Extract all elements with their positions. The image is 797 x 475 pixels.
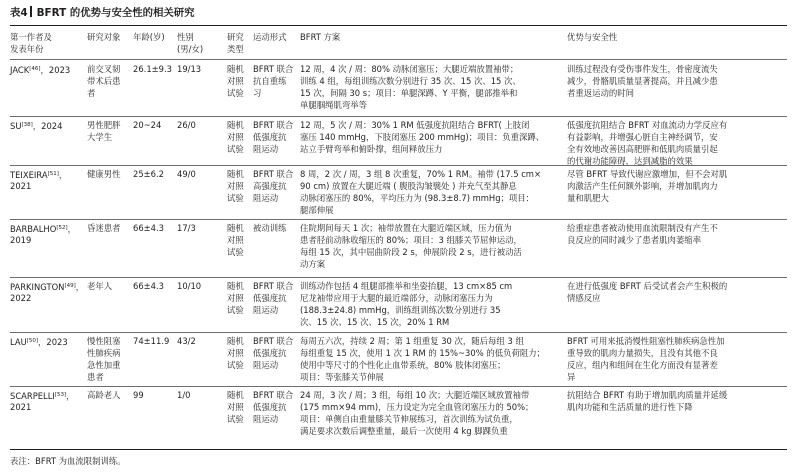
protocol-line: 腿部伸展: [300, 205, 334, 215]
subjects-line: 性肺疾病: [87, 348, 121, 358]
exercise-line: 阻运动: [253, 305, 279, 315]
sex-cell: 17/3: [177, 223, 196, 233]
author-name: SCARPELLI: [10, 391, 55, 401]
author-year: ，2023: [40, 65, 71, 75]
author-ref: [38]: [21, 122, 33, 128]
author-name: TEIXEIRA: [10, 170, 48, 180]
exercise-line: BFRT 联合: [253, 390, 294, 400]
protocol-line: 站立手臂弯举和俯卧撑，组间释放压力: [300, 144, 443, 154]
benefits-line: 肌肉功能和生活质量的进行性下降: [567, 402, 693, 412]
design-line: 试验: [227, 247, 244, 257]
author-year: ，: [66, 391, 75, 401]
author-ref: [53]: [54, 392, 67, 398]
benefits-line: 全有效地改善因高肥胖和低肌肉质量引起: [567, 144, 718, 154]
row-separator: [10, 165, 787, 166]
table-caption: [10, 5, 195, 21]
age-cell: 20~24: [133, 120, 162, 130]
sex-cell: 10/10: [177, 281, 202, 291]
protocol-line: 住院期间每天 1 次；袖带放置在大腿近端区域，压力值为: [300, 223, 512, 233]
protocol-line: 动脉闭塞压的 80%，平均压力为 (98.3±8.7) mmHg；项目：: [300, 193, 535, 203]
exercise-line: BFRT 联合: [253, 64, 294, 74]
caption-title: BFRT 的优势与安全性的相关研究: [36, 7, 195, 19]
subjects-line: 慢性阻塞: [87, 336, 121, 346]
exercise-line: BFRT 联合: [253, 120, 294, 130]
caption-divider: [30, 6, 32, 17]
subjects-line: 健康男性: [87, 169, 121, 179]
author-year-line2: 2019: [10, 235, 32, 245]
protocol-line: 尼龙袖带应用于大腿的最近端部分，动脉闭塞压力为: [300, 293, 493, 303]
benefits-line: 者重返运动的时间: [567, 88, 634, 98]
protocol-line: 90 cm) 放置在大腿近端 ( 腹股沟皱襞处 ) 并充气至其静息: [300, 181, 517, 191]
header-sex-line2: (男/女): [177, 44, 204, 54]
table-footnote: 表注：BFRT 为血流限制训练。: [10, 456, 126, 466]
protocol-line: 15 次，间隔 30 s；项目：单腿深蹲、Y 平衡，腿部推举和: [300, 88, 518, 98]
age-cell: 99: [133, 390, 144, 400]
age-cell: 66±4.3: [133, 223, 164, 233]
protocol-line: (188.3±24.8) mmHg，训练组训练次数分别进行 35: [300, 305, 501, 315]
header-sex-line1: 性别: [177, 32, 194, 42]
header-rule: [10, 59, 787, 60]
author-name: JACK: [10, 65, 30, 75]
design-line: 随机: [227, 281, 244, 291]
benefits-line: 反应，组内和组间在生化方面没有显著差: [567, 360, 718, 370]
subjects-line: 男性肥胖: [87, 120, 121, 130]
protocol-line: 每组重复 15 次，使用 1 次 1 RM 的 15%~30% 的低负荷阻力；: [300, 348, 545, 358]
benefits-line: 有益影响，并增强心脏自主神经调节，安: [567, 132, 718, 142]
author-year: ，2023: [38, 337, 68, 347]
header-author-line1: 第一作者及: [10, 32, 52, 42]
author-year-line2: 2022: [10, 293, 32, 303]
protocol-line: 使用中等尺寸的个性化止血带系统，80% 肢体闭塞压；: [300, 360, 506, 370]
design-line: 试验: [227, 193, 244, 203]
author-year: ，2024: [32, 121, 63, 131]
protocol-line: 患者胫前动脉收缩压的 80%；项目：3 组膝关节屈伸运动，: [300, 235, 522, 245]
exercise-line: 习: [253, 88, 262, 98]
age-cell: 25±6.2: [133, 169, 164, 179]
row-separator: [10, 332, 787, 333]
author-ref: [52]: [56, 225, 68, 231]
row-separator: [10, 277, 787, 278]
age-cell: 26.1±9.3: [133, 64, 172, 74]
sex-cell: 1/0: [177, 390, 191, 400]
design-line: 对照: [227, 348, 244, 358]
bottom-rule: [10, 449, 787, 450]
design-line: 随机: [227, 169, 244, 179]
benefits-line: 给重症患者被动使用血流限制没有产生不: [567, 223, 718, 233]
sex-cell: 49/0: [177, 169, 196, 179]
design-line: 对照: [227, 76, 244, 86]
protocol-line: 训练 4 组，每组训练次数分别进行 35 次、15 次、15 次、: [300, 76, 521, 86]
row-separator: [10, 219, 787, 220]
exercise-line: 高强度抗: [253, 181, 287, 191]
header-author-line2: 发表年份: [10, 44, 44, 54]
row-separator: [10, 386, 787, 387]
design-line: 随机: [227, 120, 244, 130]
protocol-line: 满足要求次数后调整重量，最后一次使用 4 kg 脚踝负重: [300, 426, 508, 436]
row-separator: [10, 116, 787, 117]
exercise-line: 低强度抗: [253, 293, 287, 303]
sex-cell: 43/2: [177, 336, 196, 346]
benefits-line: 重导致的肌肉力量损失，且没有其他不良: [567, 348, 718, 358]
protocol-line: 项目：单侧自由重量膝关节伸展练习，首次训练为试负重，: [300, 414, 518, 424]
header-age: 年龄(岁): [133, 32, 165, 42]
protocol-line: 动方案: [300, 259, 326, 269]
design-line: 随机: [227, 64, 244, 74]
exercise-line: 阻运动: [253, 414, 279, 424]
author-ref: [51]: [47, 171, 59, 177]
sex-cell: 19/13: [177, 64, 202, 74]
exercise-line: 阻运动: [253, 144, 279, 154]
subjects-line: 老年人: [87, 281, 113, 291]
benefits-line: 尽管 BFRT 导致代谢应激增加，但不会对肌: [567, 169, 728, 179]
benefits-line: 异: [567, 372, 576, 382]
design-line: 对照: [227, 132, 244, 142]
benefits-line: 的代谢功能障碍，达到减脂的效果: [567, 156, 693, 166]
design-line: 试验: [227, 360, 244, 370]
benefits-line: 抗阻结合 BFRT 有助于增加肌肉质量并延缓: [567, 390, 728, 400]
exercise-line: 低强度抗: [253, 402, 287, 412]
exercise-line: 抗自重练: [253, 76, 287, 86]
author-name: SU: [10, 121, 22, 131]
header-design-line1: 研究: [227, 32, 244, 42]
subjects-line: 大学生: [87, 132, 113, 142]
header-design-line2: 类型: [227, 44, 244, 54]
subjects-line: 患者: [87, 372, 104, 382]
protocol-line: 12 周，4 次 / 周：80% 动脉闭塞压；大腿近端放置袖带；: [300, 64, 519, 74]
design-line: 随机: [227, 390, 244, 400]
author-year-line2: 2021: [10, 181, 32, 191]
design-line: 随机: [227, 336, 244, 346]
author-ref: [46]: [29, 66, 41, 72]
benefits-line: 训练过程没有受伤事件发生，骨密度流失: [567, 64, 718, 74]
design-line: 随机: [227, 223, 244, 233]
benefits-line: BFRT 可用来抵消慢性阻塞性肺疾病急性加: [567, 336, 725, 346]
protocol-line: 每组 15 次，其中屈曲阶段 2 s，伸展阶段 2 s，进行被动活: [300, 247, 522, 257]
sex-cell: 26/0: [177, 120, 196, 130]
author-cell: [10, 119, 62, 132]
design-line: 试验: [227, 88, 244, 98]
header-protocol: BFRT 方案: [300, 32, 341, 42]
subjects-line: 急性加重: [87, 360, 121, 370]
protocol-line: 项目：等张膝关节伸展: [300, 372, 384, 382]
design-line: 试验: [227, 414, 244, 424]
author-ref: [50]: [26, 338, 39, 344]
author-ref: [49]: [64, 283, 76, 289]
protocol-line: 单腿腘绳肌弯举等: [300, 100, 367, 110]
age-cell: 66±4.3: [133, 281, 164, 291]
caption-label: 表4: [10, 7, 28, 19]
design-line: 对照: [227, 235, 244, 245]
author-year: ，: [58, 170, 68, 180]
exercise-line: BFRT 联合: [253, 336, 294, 346]
author-year: ，: [67, 224, 76, 234]
protocol-line: 训练动作包括 4 组腿部推举和坐姿抬腿，13 cm×85 cm: [300, 281, 513, 291]
exercise-line: 被动训练: [253, 223, 287, 233]
author-name: BARBALHO: [10, 224, 57, 234]
top-rule: [10, 25, 787, 26]
author-name: LAU: [10, 337, 27, 347]
age-cell: 74±11.9: [133, 336, 170, 346]
protocol-line: 塞压 140 mmHg，下肢闭塞压 200 mmHg)；项目：负重深蹲、: [300, 132, 545, 142]
design-line: 对照: [227, 293, 244, 303]
protocol-line: (175 mm×94 mm)，压力设定为完全血管闭塞压力的 50%；: [300, 402, 534, 412]
benefits-line: 减少，骨骼肌质量显著提高，并且减少患: [567, 76, 718, 86]
design-line: 试验: [227, 305, 244, 315]
design-line: 对照: [227, 181, 244, 191]
header-exercise: 运动形式: [253, 32, 287, 42]
header-benefits: 优势与安全性: [567, 32, 618, 42]
benefits-line: 良反应的同时减少了患者肌肉萎缩率: [567, 235, 701, 245]
design-line: 对照: [227, 402, 244, 412]
exercise-line: 阻运动: [253, 360, 279, 370]
subjects-line: 前交叉韧: [87, 64, 121, 74]
benefits-line: 量和肌肥大: [567, 193, 609, 203]
benefits-line: 情感反应: [567, 293, 601, 303]
header-subjects: 研究对象: [87, 32, 121, 42]
protocol-line: 8 周，2 次 / 周，3 组 8 次重复，70% 1 RM。袖带 (17.5 cm×: [300, 169, 541, 179]
protocol-line: 次、15 次、15 次、15 次，20% 1 RM: [300, 317, 450, 327]
author-year-line2: 2021: [10, 402, 32, 412]
subjects-line: 昏迷患者: [87, 223, 121, 233]
author-year: ，: [75, 282, 85, 292]
protocol-line: 24 周，3 次 / 周；3 组，每组 10 次；大腿近端区域放置袖带: [300, 390, 530, 400]
protocol-line: 每周五六次，持续 2 周；第 1 组重复 30 次，随后每组 3 组: [300, 336, 524, 346]
exercise-line: BFRT 联合: [253, 281, 294, 291]
author-name: PARKINGTON: [10, 282, 65, 292]
exercise-line: 低强度抗: [253, 132, 287, 142]
exercise-line: BFRT 联合: [253, 169, 294, 179]
protocol-line: 12 周，5 次 / 周：30% 1 RM 低强度抗阻结合 BFRT( 上肢闭: [300, 120, 530, 130]
design-line: 试验: [227, 144, 244, 154]
benefits-line: 低强度抗阻结合 BFRT 对血流动力学反应有: [567, 120, 728, 130]
benefits-line: 肉激活产生任何额外影响，并增加肌肉力: [567, 181, 718, 191]
subjects-line: 高龄老人: [87, 390, 121, 400]
benefits-line: 在进行低强度 BFRT 后受试者会产生积极的: [567, 281, 728, 291]
subjects-line: 带术后患: [87, 76, 121, 86]
exercise-line: 低强度抗: [253, 348, 287, 358]
author-cell: [10, 335, 68, 348]
subjects-line: 者: [87, 88, 96, 98]
author-cell: [10, 63, 70, 76]
exercise-line: 阻运动: [253, 193, 279, 203]
